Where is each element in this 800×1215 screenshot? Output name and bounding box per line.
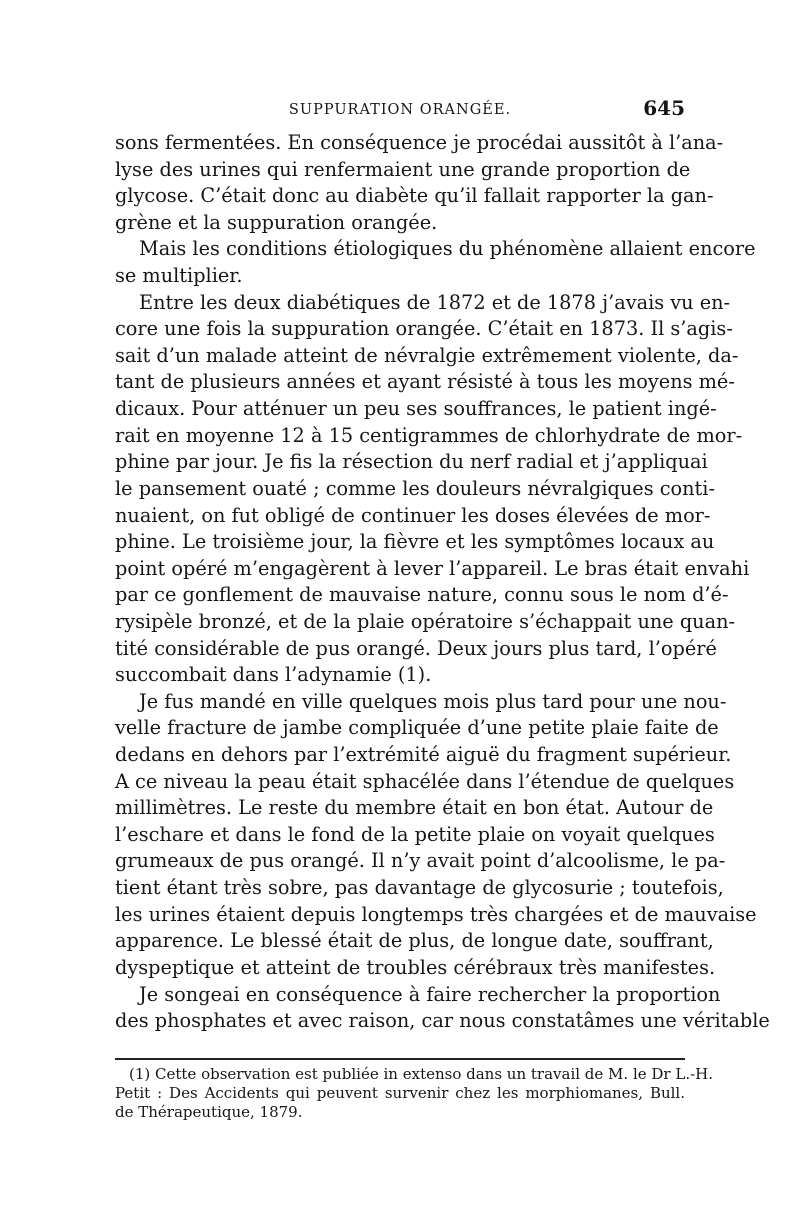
paragraph-start: Mais les conditions étiologiques du phénomène allaient encore [139, 237, 756, 261]
text-line: core une fois la suppuration orangée. C’était en 1873. Il s’agis- [115, 317, 733, 341]
text-line: dyspeptique et atteint de troubles cérébraux très manifestes. [115, 955, 716, 979]
text-line: l’eschare et dans le fond de la petite plaie on voyait quelques [115, 822, 715, 846]
text-line: grène et la suppuration orangée. [115, 210, 438, 234]
paragraph-start: Je fus mandé en ville quelques mois plus tard pour une nou- [139, 689, 727, 713]
text-line: le pansement ouaté ; comme les douleurs névralgiques conti- [115, 476, 715, 500]
text-line: velle fracture de jambe compliquée d’une petite plaie faite de [115, 716, 719, 740]
text-line: A ce niveau la peau était sphacélée dans l’étendue de quelques [115, 769, 735, 793]
text-line: lyse des urines qui renfermaient une grande proportion de [115, 157, 691, 181]
page-number: 645 [643, 96, 685, 120]
text-line: nuaient, on fut obligé de continuer les doses élevées de mor- [115, 503, 711, 527]
footnote-line: Petit : Des Accidents qui peuvent survenir chez les morphiomanes, Bull. [115, 1084, 685, 1102]
text-line: sait d’un malade atteint de névralgie extrêmement violente, da- [115, 343, 739, 367]
running-head: SUPPURATION ORANGÉE. [288, 102, 512, 118]
text-line: tient étant très sobre, pas davantage de glycosurie ; toutefois, [115, 876, 724, 900]
text-line: se multiplier. [115, 264, 243, 288]
footnote [115, 1065, 714, 1122]
text-line: dedans en dehors par l’extrémité aiguë du fragment supérieur. [115, 743, 732, 767]
text-line: des phosphates et avec raison, car nous constatâmes une véritable [115, 1009, 770, 1033]
text-line: glycose. C’était donc au diabète qu’il fallait rapporter la gan- [115, 184, 714, 208]
text-line: dicaux. Pour atténuer un peu ses souffrances, le patient ingé- [115, 397, 717, 421]
footnote-divider [115, 1058, 685, 1060]
paragraph-start: Entre les deux diabétiques de 1872 et de 1878 j’avais vu en- [139, 290, 731, 314]
footnote-line: (1) Cette observation est publiée in extenso dans un travail de M. le Dr L.-H. [129, 1065, 714, 1083]
text-line: tité considérable de pus orangé. Deux jours plus tard, l’opéré [115, 636, 717, 660]
text-line: rysipèle bronzé, et de la plaie opératoire s’échappait une quan- [115, 609, 736, 633]
text-line: succombait dans l’adynamie (1). [115, 663, 432, 687]
page-header [115, 98, 685, 122]
text-line: tant de plusieurs années et ayant résisté à tous les moyens mé- [115, 370, 735, 394]
text-line: phine. Le troisième jour, la fièvre et les symptômes locaux au [115, 530, 715, 554]
text-line: apparence. Le blessé était de plus, de longue date, souffrant, [115, 929, 714, 953]
footnote-line: de Thérapeutique, 1879. [115, 1103, 303, 1121]
text-line: phine par jour. Je fis la résection du nerf radial et j’appliquai [115, 450, 708, 474]
text-line: sons fermentées. En conséquence je procédai aussitôt à l’ana- [115, 131, 724, 154]
text-line: les urines étaient depuis longtemps très chargées et de mauvaise [115, 902, 757, 926]
text-line: rait en moyenne 12 à 15 centigrammes de chlorhydrate de mor- [115, 423, 743, 447]
text-line: grumeaux de pus orangé. Il n’y avait point d’alcoolisme, le pa- [115, 849, 726, 873]
text-line: par ce gonflement de mauvaise nature, connu sous le nom d’é- [115, 583, 729, 607]
text-line: millimètres. Le reste du membre était en bon état. Autour de [115, 796, 714, 820]
body-text [115, 130, 770, 1035]
paragraph-start: Je songeai en conséquence à faire rechercher la proportion [139, 982, 721, 1006]
text-line: point opéré m’engagèrent à lever l’appareil. Le bras était envahi [115, 556, 750, 580]
